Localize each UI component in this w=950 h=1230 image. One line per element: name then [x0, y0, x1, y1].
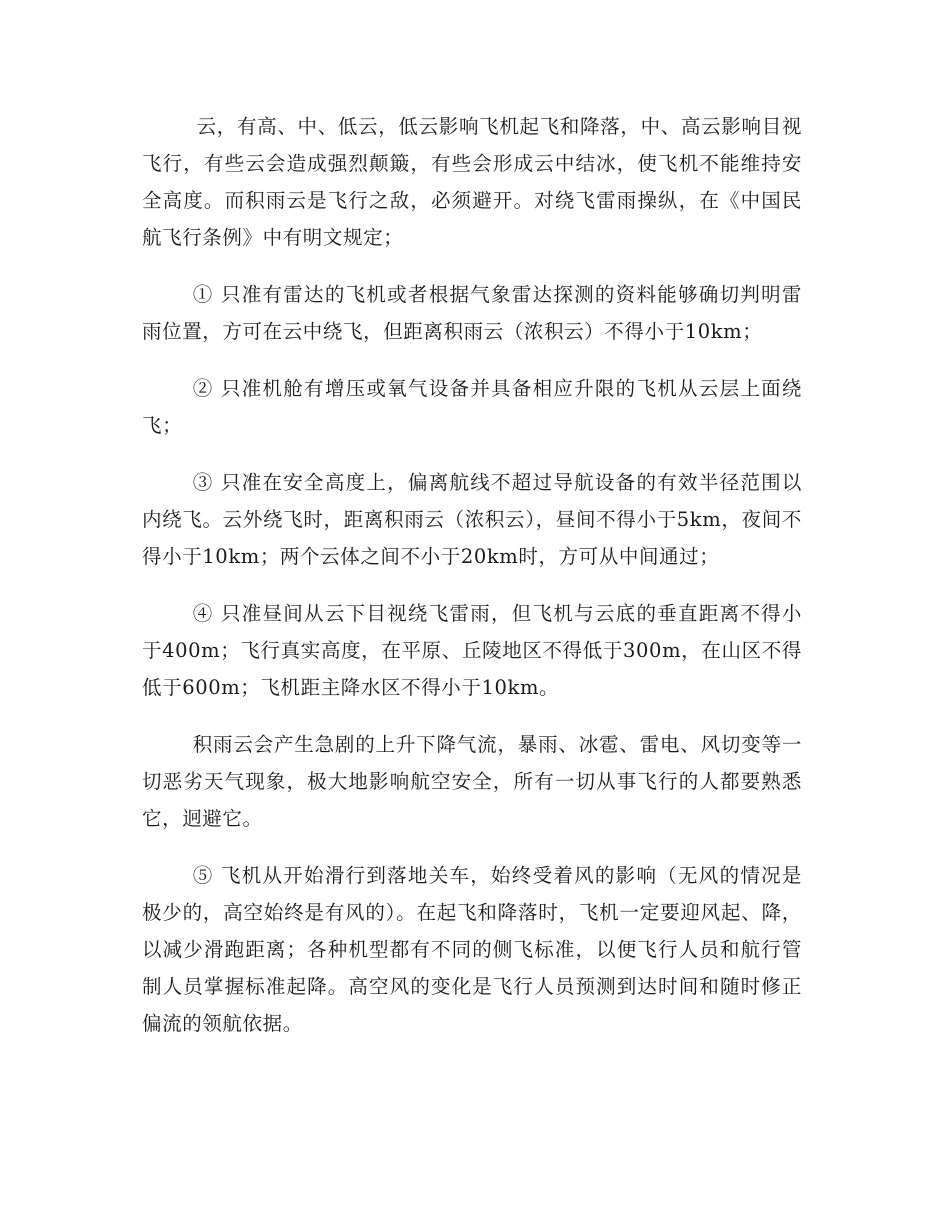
document-body: [142, 108, 802, 1062]
paragraph-clouds-intro: 云，有高、中、低云，低云影响飞机起飞和降落，中、高云影响目视飞行，有些云会造成强烈颠簸，有些会形成云中结冰，使飞机不能维持安全高度。而积雨云是飞行之敌，必须避开。对绕飞雷雨操纵，在《中国民航飞行条例》中有明文规定；: [142, 115, 802, 249]
paragraph-rule-2-above-clouds: ② 只准机舱有增压或氧气设备并具备相应升限的飞机从云层上面绕飞；: [142, 377, 802, 437]
paragraph-rule-5-wind: ⑤ 飞机从开始滑行到落地关车，始终受着风的影响（无风的情况是极少的，高空始终是有风的）。在起飞和降落时，飞机一定要迎风起、降，以减少滑跑距离；各种机型都有不同的侧飞标准，以便飞行人员和航行管制人员掌握标准起降。高空风的变化是飞行人员预测到达时间和随时修正偏流的领航依据。: [142, 864, 802, 1035]
paragraph-cumulonimbus-hazards: 积雨云会产生急剧的上升下降气流，暴雨、冰雹、雷电、风切变等一切恶劣天气现象，极大地影响航空安全，所有一切从事飞行的人都要熟悉它，迥避它。: [142, 733, 802, 830]
paragraph-rule-3-safe-altitude: ③ 只准在安全高度上，偏离航线不超过导航设备的有效半径范围以内绕飞。云外绕飞时，距离积雨云（浓积云），昼间不得小于5km，夜间不得小于10km；两个云体之间不小于20km时，方可从中间通过；: [142, 471, 802, 568]
paragraph-rule-4-below-clouds: ④ 只准昼间从云下目视绕飞雷雨，但飞机与云底的垂直距离不得小于400m；飞行真实高度，在平原、丘陵地区不得低于300m，在山区不得低于600m；飞机距主降水区不得小于10km。: [142, 602, 802, 699]
paragraph-rule-1-radar: ① 只准有雷达的飞机或者根据气象雷达探测的资料能够确切判明雷雨位置，方可在云中绕飞，但距离积雨云（浓积云）不得小于10km；: [142, 283, 802, 343]
